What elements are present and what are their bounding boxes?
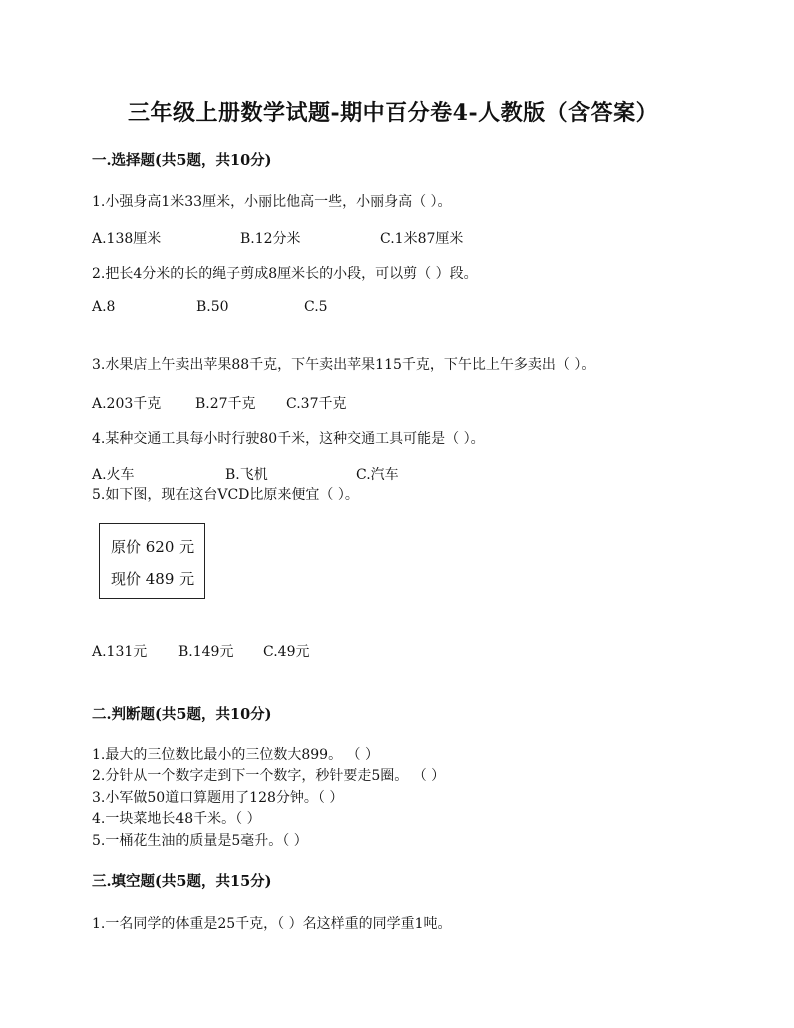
- question-text: 5.一桶花生油的质量是5毫升。（ ）: [92, 833, 308, 849]
- price-box: [99, 523, 205, 599]
- question-text: 4.一块菜地长48千米。（ ）: [92, 811, 261, 827]
- option-b: B.50: [196, 299, 229, 315]
- document-title: 三年级上册数学试题-期中百分卷4-人教版（含答案）: [128, 100, 659, 126]
- option-c: C.37千克: [286, 396, 347, 412]
- question-text: 4.某种交通工具每小时行驶80千米，这种交通工具可能是（ ）。: [92, 431, 485, 447]
- option-a: A.203千克: [92, 396, 162, 412]
- section-heading-fill-blank: 三.填空题(共5题，共15分): [92, 873, 272, 890]
- option-c: C.5: [304, 299, 328, 315]
- section-heading-choice: 一.选择题(共5题，共10分): [92, 152, 272, 169]
- option-a: A.138厘米: [92, 231, 162, 247]
- question-text: 3.小军做50道口算题用了128分钟。（ ）: [92, 790, 344, 806]
- current-price: 现价 489 元: [111, 570, 195, 588]
- option-a: A.8: [92, 299, 116, 315]
- option-b: B.12分米: [240, 231, 301, 247]
- question-text: 2.把长4分米的长的绳子剪成8厘米长的小段，可以剪（ ）段。: [92, 266, 478, 282]
- option-c: C.汽车: [356, 467, 399, 483]
- option-b: B.飞机: [225, 467, 268, 483]
- original-price: 原价 620 元: [111, 538, 195, 556]
- question-text: 1.小强身高1米33厘米，小丽比他高一些，小丽身高（ ）。: [92, 194, 452, 210]
- section-heading-true-false: 二.判断题(共5题，共10分): [92, 706, 272, 723]
- option-c: C.49元: [263, 644, 310, 660]
- question-text: 1.最大的三位数比最小的三位数大899。 （ ）: [92, 747, 379, 763]
- option-a: A.131元: [92, 644, 148, 660]
- option-a: A.火车: [92, 467, 135, 483]
- question-text: 1.一名同学的体重是25千克，（ ）名这样重的同学重1吨。: [92, 916, 452, 932]
- question-text: 3.水果店上午卖出苹果88千克，下午卖出苹果115千克，下午比上午多卖出（ ）。: [92, 357, 596, 373]
- option-c: C.1米87厘米: [380, 231, 464, 247]
- option-b: B.149元: [178, 644, 234, 660]
- question-text: 2.分针从一个数字走到下一个数字，秒针要走5圈。 （ ）: [92, 768, 446, 784]
- option-b: B.27千克: [195, 396, 256, 412]
- question-text: 5.如下图，现在这台VCD比原来便宜（ ）。: [92, 487, 359, 503]
